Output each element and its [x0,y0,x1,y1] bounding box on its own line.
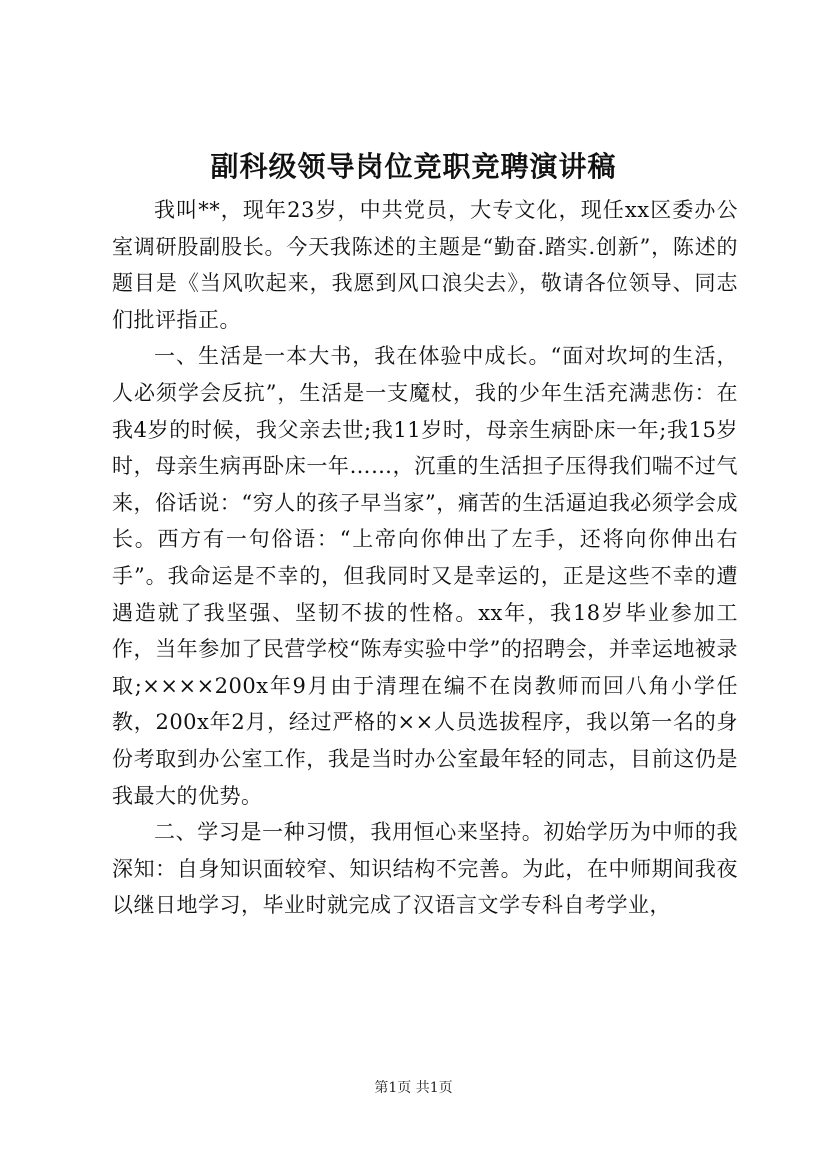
document-body [112,192,738,924]
paragraph-life: 一、生活是一本大书，我在体验中成长。“面对坎坷的生活，人必须学会反抗”，生活是一支魔杖，我的少年生活充满悲伤：在我4岁的时候，我父亲去世;我11岁时，母亲生病卧床一年;我15岁时，母亲生病再卧床一年……，沉重的生活担子压得我们喘不过气来，俗话说：“穷人的孩子早当家”，痛苦的生活逼迫我必须学会成长。西方有一句俗语：“上帝向你伸出了左手，还将向你伸出右手”。我命运是不幸的，但我同时又是幸运的，正是这些不幸的遭遇造就了我坚强、坚韧不拔的性格。xx年，我18岁毕业参加工作，当年参加了民营学校“陈寿实验中学”的招聘会，并幸运地被录取;××××200x年9月由于清理在编不在岗教师而回八角小学任教，200x年2月，经过严格的××人员选拔程序，我以第一名的身份考取到办公室工作，我是当时办公室最年轻的同志，目前这仍是我最大的优势。 [112,344,738,808]
document-title: 副科级领导岗位竞职竞聘演讲稿 [210,150,617,183]
page-footer: 第1页 共1页 [374,1080,453,1096]
paragraph-study: 二、学习是一种习惯，我用恒心来坚持。初始学历为中师的我深知：自身知识面较窄、知识结构不完善。为此，在中师期间我夜以继日地学习，毕业时就完成了汉语言文学专科自考学业， [112,820,738,918]
paragraph-intro: 我叫**，现年23岁，中共党员，大专文化，现任xx区委办公室调研股副股长。今天我陈述的主题是“勤奋.踏实.创新”，陈述的题目是《当风吹起来，我愿到风口浪尖去》，敬请各位领导、同志们批评指正。 [112,198,738,332]
